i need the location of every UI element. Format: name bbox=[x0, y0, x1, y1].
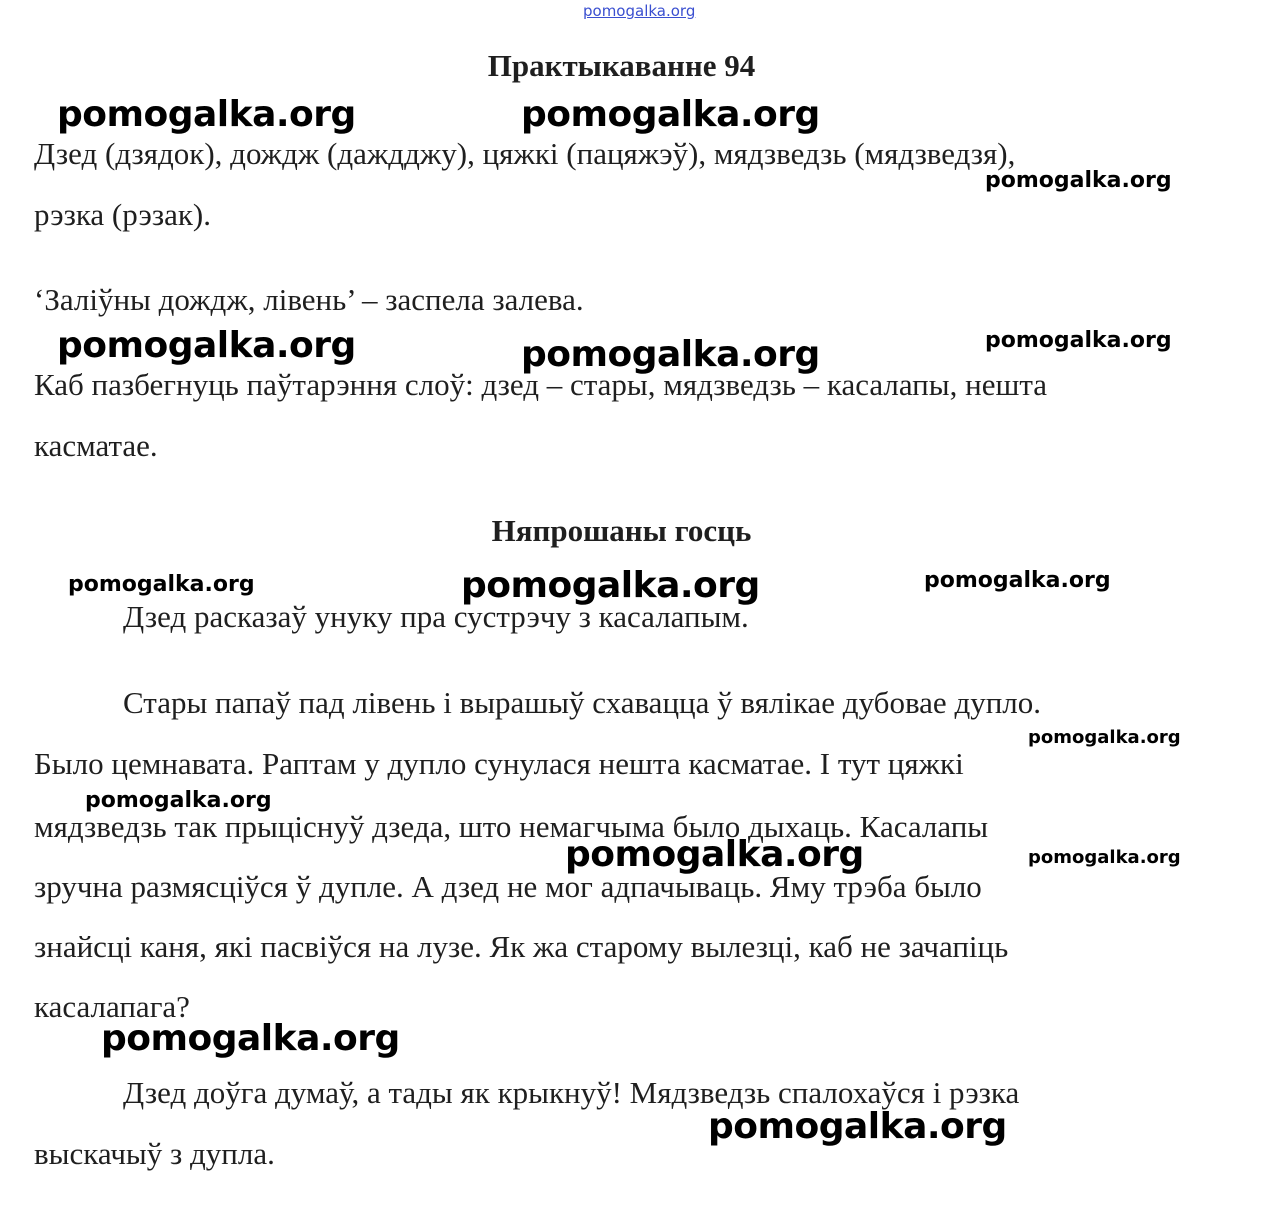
exercise-title: Практыкаванне 94 bbox=[487, 48, 756, 83]
watermark: pomogalka.org bbox=[57, 94, 356, 135]
text-line: Дзед расказаў унуку пра сустрэчу з касалапым. bbox=[123, 599, 749, 634]
watermark: pomogalka.org bbox=[521, 334, 820, 375]
text-line: Стары папаў пад лівень і вырашыў схавацца ў вялікае дубовае дупло. bbox=[123, 685, 1042, 720]
watermark: pomogalka.org bbox=[924, 568, 1111, 593]
watermark: pomogalka.org bbox=[85, 788, 272, 813]
text-line: касалапага? bbox=[34, 989, 190, 1024]
watermark: pomogalka.org bbox=[565, 834, 864, 875]
watermark: pomogalka.org bbox=[57, 325, 356, 366]
text-line: Дзед доўга думаў, а тады як крыкнуў! Мядзведзь спалохаўся і рэзка bbox=[123, 1075, 1020, 1110]
watermark: pomogalka.org bbox=[985, 328, 1172, 353]
story-title: Няпрошаны госць bbox=[491, 513, 752, 548]
text-line: Было цемнавата. Раптам у дупло сунулася нешта касматае. І тут цяжкі bbox=[34, 746, 964, 781]
text-line: Дзед (дзядок), дождж (даждджу), цяжкі (пацяжэў), мядзведзь (мядзведзя), bbox=[34, 136, 1016, 171]
watermark: pomogalka.org bbox=[985, 168, 1172, 193]
watermark: pomogalka.org bbox=[101, 1018, 400, 1059]
text-line: рэзка (рэзак). bbox=[34, 197, 211, 232]
watermark: pomogalka.org bbox=[1028, 727, 1181, 748]
watermark: pomogalka.org bbox=[461, 565, 760, 606]
watermark: pomogalka.org bbox=[1028, 847, 1181, 868]
text-line: знайсці каня, які пасвіўся на лузе. Як жа старому вылезці, каб не зачапіць bbox=[34, 929, 1009, 964]
text-line: выскачыў з дупла. bbox=[34, 1136, 275, 1171]
watermark: pomogalka.org bbox=[68, 572, 255, 597]
header-link[interactable]: pomogalka.org bbox=[583, 2, 696, 20]
text-line: Каб пазбегнуць паўтарэння слоў: дзед – стары, мядзведзь – касалапы, нешта bbox=[34, 367, 1048, 402]
watermark: pomogalka.org bbox=[521, 94, 820, 135]
text-line: зручна размясціўся ў дупле. А дзед не мог адпачываць. Яму трэба было bbox=[34, 869, 982, 904]
text-line: касматае. bbox=[34, 428, 158, 463]
watermark: pomogalka.org bbox=[708, 1106, 1007, 1147]
text-line: ‘Заліўны дождж, лівень’ – заспела залева. bbox=[34, 282, 584, 317]
text-line: мядзведзь так прыціснуў дзеда, што немагчыма было дыхаць. Касалапы bbox=[34, 809, 989, 844]
